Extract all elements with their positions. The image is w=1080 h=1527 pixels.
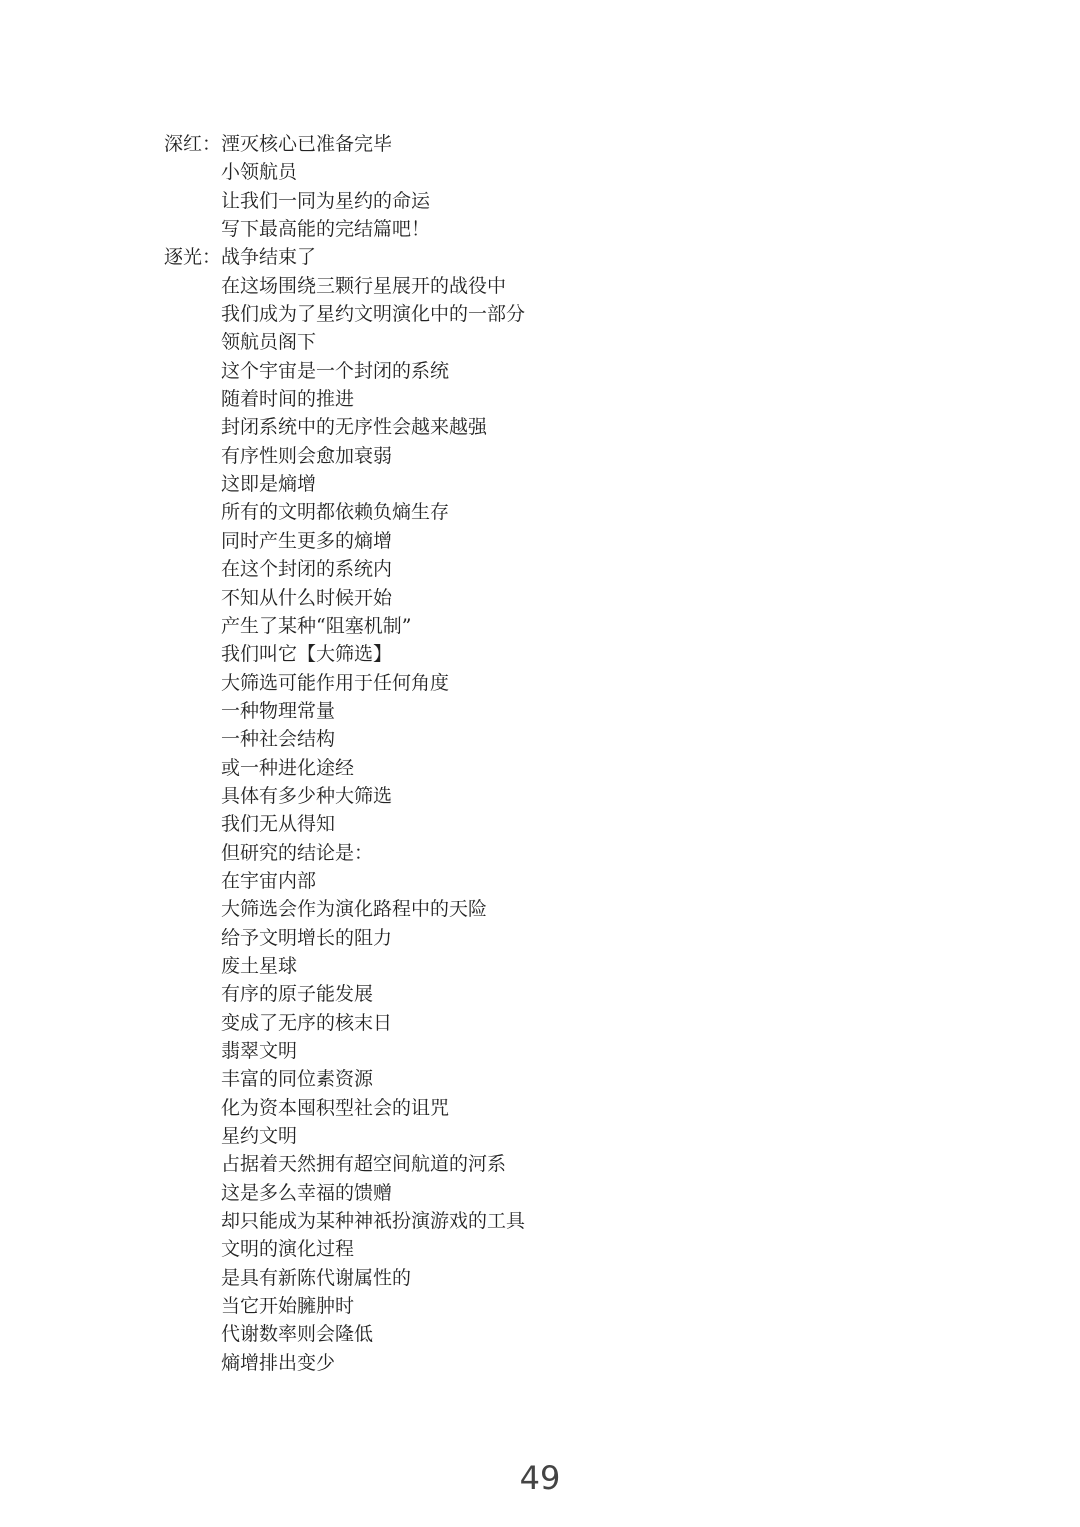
- indent-spacer: [164, 385, 221, 413]
- line-text: 一种社会结构: [221, 728, 336, 751]
- dialogue-line: [164, 1037, 964, 1065]
- line-text: 占据着天然拥有超空间航道的河系: [221, 1153, 507, 1176]
- dialogue-line: [164, 697, 964, 725]
- line-text: 这个宇宙是一个封闭的系统: [221, 359, 450, 382]
- dialogue-line: [164, 782, 964, 810]
- line-text: 星约文明: [221, 1125, 298, 1148]
- dialogue-line: [164, 328, 964, 356]
- indent-spacer: [164, 357, 221, 385]
- dialogue-line: [164, 640, 964, 668]
- line-text: 这即是熵增: [221, 473, 317, 496]
- indent-spacer: [164, 810, 221, 838]
- indent-spacer: [164, 895, 221, 923]
- dialogue-line: [164, 187, 964, 215]
- indent-spacer: [164, 1094, 221, 1122]
- dialogue-line: [164, 867, 964, 895]
- dialogue-line: [164, 498, 964, 526]
- line-text: 是具有新陈代谢属性的: [221, 1266, 412, 1289]
- indent-spacer: [164, 158, 221, 186]
- indent-spacer: [164, 980, 221, 1008]
- line-text: 随着时间的推进: [221, 388, 355, 411]
- line-text: 一种物理常量: [221, 699, 336, 722]
- indent-spacer: [164, 669, 221, 697]
- line-text: 文明的演化过程: [221, 1238, 355, 1261]
- dialogue-line: [164, 725, 964, 753]
- indent-spacer: [164, 527, 221, 555]
- line-text: 却只能成为某种神祇扮演游戏的工具: [221, 1210, 526, 1233]
- dialogue-script: [164, 130, 964, 1377]
- dialogue-line: [164, 442, 964, 470]
- indent-spacer: [164, 1235, 221, 1263]
- indent-spacer: [164, 187, 221, 215]
- dialogue-line: [164, 1207, 964, 1235]
- indent-spacer: [164, 1037, 221, 1065]
- line-text: 我们无从得知: [221, 813, 336, 836]
- line-text: 写下最高能的完结篇吧！: [221, 218, 431, 241]
- dialogue-line: [164, 555, 964, 583]
- indent-spacer: [164, 470, 221, 498]
- indent-spacer: [164, 1320, 221, 1348]
- line-text: 废土星球: [221, 954, 298, 977]
- dialogue-line: [164, 1065, 964, 1093]
- dialogue-line: [164, 1009, 964, 1037]
- indent-spacer: [164, 498, 221, 526]
- indent-spacer: [164, 1150, 221, 1178]
- dialogue-block: [164, 243, 964, 1377]
- indent-spacer: [164, 1292, 221, 1320]
- line-text: 当它开始臃肿时: [221, 1295, 355, 1318]
- indent-spacer: [164, 640, 221, 668]
- line-text: 在这场围绕三颗行星展开的战役中: [221, 274, 507, 297]
- line-text: 让我们一同为星约的命运: [221, 189, 431, 212]
- dialogue-line: [164, 527, 964, 555]
- dialogue-line: [164, 1235, 964, 1263]
- dialogue-line: [164, 215, 964, 243]
- line-text: 具体有多少种大筛选: [221, 784, 393, 807]
- dialogue-line: [164, 980, 964, 1008]
- dialogue-line: [164, 1264, 964, 1292]
- indent-spacer: [164, 272, 221, 300]
- indent-spacer: [164, 413, 221, 441]
- dialogue-line: [164, 243, 964, 271]
- line-text: 化为资本囤积型社会的诅咒: [221, 1096, 450, 1119]
- indent-spacer: [164, 697, 221, 725]
- indent-spacer: [164, 1009, 221, 1037]
- dialogue-line: [164, 839, 964, 867]
- line-text: 翡翠文明: [221, 1040, 298, 1062]
- indent-spacer: [164, 754, 221, 782]
- dialogue-line: [164, 130, 964, 158]
- dialogue-line: [164, 385, 964, 413]
- dialogue-block: [164, 130, 964, 243]
- line-text: 但研究的结论是：: [221, 841, 374, 864]
- dialogue-line: [164, 895, 964, 923]
- dialogue-line: [164, 669, 964, 697]
- line-text: 同时产生更多的熵增: [221, 529, 393, 552]
- dialogue-line: [164, 1094, 964, 1122]
- indent-spacer: [164, 584, 221, 612]
- dialogue-line: [164, 612, 964, 640]
- line-text: 战争结束了: [221, 246, 317, 269]
- indent-spacer: [164, 215, 221, 243]
- indent-spacer: [164, 612, 221, 640]
- line-text: 这是多么幸福的馈赠: [221, 1181, 393, 1204]
- indent-spacer: [164, 839, 221, 867]
- dialogue-line: [164, 413, 964, 441]
- line-text: 小领航员: [221, 161, 298, 184]
- indent-spacer: [164, 782, 221, 810]
- line-text: 产生了某种“阻塞机制”: [221, 614, 412, 637]
- line-text: 在这个封闭的系统内: [221, 558, 393, 581]
- indent-spacer: [164, 442, 221, 470]
- dialogue-line: [164, 1150, 964, 1178]
- dialogue-line: [164, 754, 964, 782]
- dialogue-line: [164, 1179, 964, 1207]
- line-text: 代谢数率则会隆低: [221, 1323, 374, 1346]
- line-text: 我们叫它【大筛选】: [221, 643, 393, 666]
- line-text: 熵增排出变少: [221, 1351, 336, 1374]
- dialogue-line: [164, 357, 964, 385]
- indent-spacer: [164, 1264, 221, 1292]
- indent-spacer: [164, 1065, 221, 1093]
- dialogue-line: [164, 470, 964, 498]
- indent-spacer: [164, 1122, 221, 1150]
- line-text: 大筛选可能作用于任何角度: [221, 671, 450, 694]
- dialogue-line: [164, 924, 964, 952]
- indent-spacer: [164, 867, 221, 895]
- speaker-name: 逐光：: [164, 246, 222, 269]
- line-text: 不知从什么时候开始: [221, 586, 393, 609]
- dialogue-line: [164, 1349, 964, 1377]
- indent-spacer: [164, 1207, 221, 1235]
- dialogue-line: [164, 584, 964, 612]
- dialogue-line: [164, 300, 964, 328]
- line-text: 封闭系统中的无序性会越来越强: [221, 416, 488, 439]
- line-text: 给予文明增长的阻力: [221, 926, 393, 949]
- line-text: 我们成为了星约文明演化中的一部分: [221, 303, 526, 326]
- dialogue-line: [164, 810, 964, 838]
- indent-spacer: [164, 1349, 221, 1377]
- line-text: 所有的文明都依赖负熵生存: [221, 501, 450, 524]
- line-text: 领航员阁下: [221, 331, 317, 354]
- line-text: 在宇宙内部: [221, 869, 317, 892]
- indent-spacer: [164, 328, 221, 356]
- line-text: 有序性则会愈加衰弱: [221, 444, 393, 467]
- dialogue-line: [164, 158, 964, 186]
- indent-spacer: [164, 924, 221, 952]
- line-text: 变成了无序的核末日: [221, 1011, 393, 1034]
- dialogue-line: [164, 952, 964, 980]
- indent-spacer: [164, 952, 221, 980]
- dialogue-line: [164, 1122, 964, 1150]
- line-text: 或一种进化途经: [221, 756, 355, 779]
- line-text: 大筛选会作为演化路程中的天险: [221, 898, 488, 921]
- line-text: 有序的原子能发展: [221, 983, 374, 1006]
- indent-spacer: [164, 555, 221, 583]
- line-text: 湮灭核心已准备完毕: [221, 133, 393, 155]
- indent-spacer: [164, 300, 221, 328]
- dialogue-line: [164, 1292, 964, 1320]
- indent-spacer: [164, 725, 221, 753]
- page-number: 49: [519, 1459, 561, 1497]
- dialogue-line: [164, 1320, 964, 1348]
- dialogue-line: [164, 272, 964, 300]
- indent-spacer: [164, 1179, 221, 1207]
- line-text: 丰富的同位素资源: [221, 1068, 374, 1091]
- speaker-name: 深红：: [164, 133, 222, 155]
